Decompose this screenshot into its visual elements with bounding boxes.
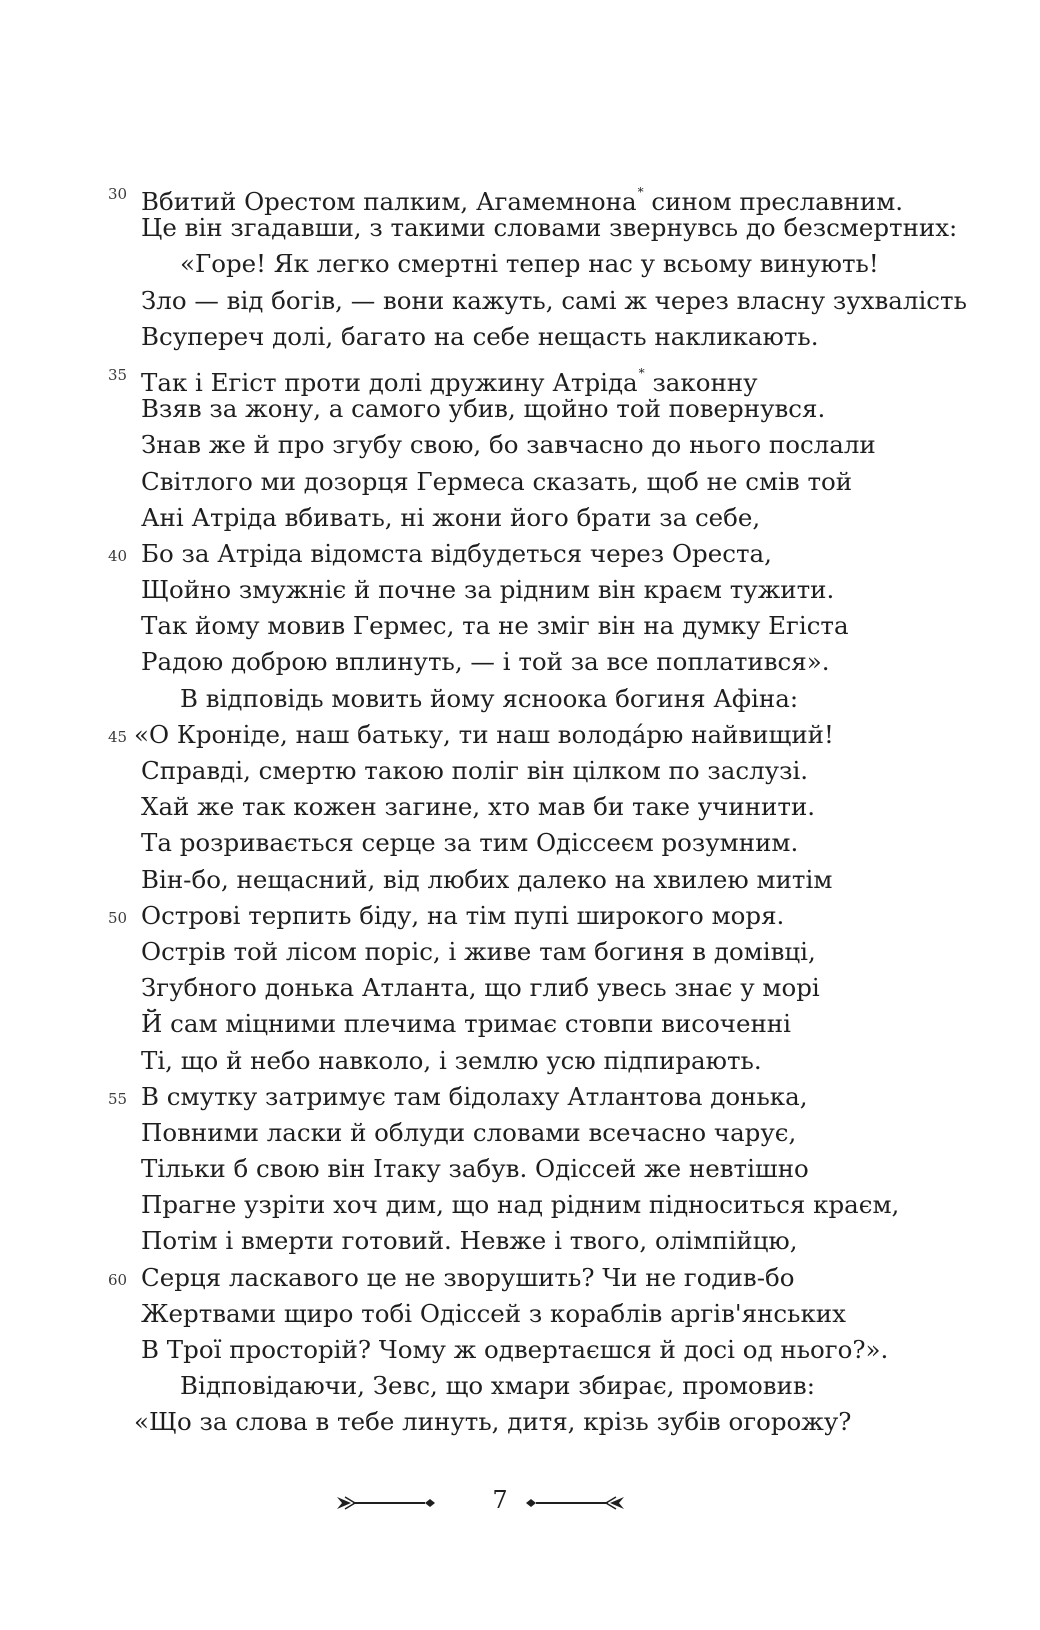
line-text-main: Взяв за жону, а самого убив, щойно той повернувся. xyxy=(141,394,826,424)
line-text-main: Вбитий Орестом палким, Агамемнона xyxy=(141,187,637,216)
line-text xyxy=(141,1151,809,1187)
line-text xyxy=(141,391,825,427)
line-text xyxy=(141,283,967,319)
verse-line xyxy=(0,789,1040,825)
line-text xyxy=(141,1296,846,1332)
line-text-main: Знав же й про згубу свою, бо завчасно до нього послали xyxy=(141,430,876,460)
line-text-main: В смутку затримує там бідолаху Атлантова донька, xyxy=(141,1081,808,1111)
line-text xyxy=(141,210,957,246)
line-text-main: Так і Егіст проти долі дружину Атріда xyxy=(141,367,638,397)
line-text xyxy=(141,753,808,789)
footnote-asterisk: * xyxy=(637,185,644,199)
verse-line xyxy=(0,1404,1040,1440)
verse-line xyxy=(0,1187,1040,1223)
line-text xyxy=(141,1079,808,1115)
line-text xyxy=(141,644,830,680)
poem-text xyxy=(0,174,1040,1441)
verse-line xyxy=(0,1368,1040,1404)
page-footer xyxy=(0,1482,1040,1522)
line-text xyxy=(180,681,798,717)
line-text-main: Бо за Атріда відомста відбудеться через Ореста, xyxy=(141,538,772,568)
page-number: 7 xyxy=(492,1486,508,1514)
line-text xyxy=(141,1223,798,1259)
line-text xyxy=(141,427,876,463)
verse-line xyxy=(0,1223,1040,1259)
line-text-main: Зло — від богів, — вони кажуть, самі ж через власну зухвалість xyxy=(141,285,967,315)
line-text-main: В відповідь мовить йому ясноока богиня Афіна: xyxy=(180,683,799,713)
verse-line xyxy=(0,391,1040,427)
line-text xyxy=(141,934,816,970)
line-text-main: Він-бо, нещасний, від любих далеко на хвилею митім xyxy=(141,864,833,894)
verse-line xyxy=(0,608,1040,644)
line-text-main: Ті, що й небо навколо, і землю усю підпирають. xyxy=(141,1045,762,1075)
line-text xyxy=(141,789,815,825)
line-text-main: Тільки б свою він Ітаку забув. Одіссей же невтішно xyxy=(141,1154,809,1184)
line-text xyxy=(134,1404,851,1440)
line-text-main: Так йому мовив Гермес, та не зміг він на думку Егіста xyxy=(141,611,849,641)
verse-line xyxy=(0,283,1040,319)
line-text xyxy=(141,319,819,355)
line-text-main: Справді, смертю такою поліг він цілком по заслузі. xyxy=(141,756,809,785)
line-text-main: Потім і вмерти готовий. Невже і твого, олімпійцю, xyxy=(141,1226,798,1256)
verse-line xyxy=(0,355,1040,397)
line-text xyxy=(141,1115,796,1151)
line-number: 55 xyxy=(108,1089,128,1108)
verse-line xyxy=(0,825,1040,861)
line-number: 40 xyxy=(108,546,128,565)
line-number: 35 xyxy=(108,365,128,384)
verse-line xyxy=(0,464,1040,500)
line-text-main: «Горе! Як легко смертні тепер нас у всьому винують! xyxy=(180,249,879,279)
line-text-main: Радою доброю вплинуть, — і той за все поплатився». xyxy=(141,647,830,677)
line-text xyxy=(141,1043,762,1079)
line-text xyxy=(141,1187,899,1223)
line-text-main: Прагне узріти хоч дим, що над рідним підноситься краєм, xyxy=(141,1190,900,1220)
line-text xyxy=(141,898,784,934)
verse-line xyxy=(0,753,1040,789)
line-text xyxy=(134,717,834,753)
line-text-main: Хай же так кожен загине, хто мав би таке учинити. xyxy=(141,792,816,822)
verse-line xyxy=(0,1043,1040,1079)
verse-line xyxy=(0,1115,1040,1151)
verse-line xyxy=(0,319,1040,355)
line-text xyxy=(141,536,772,572)
line-text xyxy=(180,246,879,282)
line-text-main: Це він згадавши, з такими словами звернувсь до безсмертних: xyxy=(141,213,958,243)
line-number: 30 xyxy=(108,185,128,203)
verse-line xyxy=(0,1079,1040,1115)
verse-line xyxy=(0,210,1040,246)
line-text-main: Серця ласкавого це не зворушить? Чи не годив-бо xyxy=(141,1262,795,1292)
verse-line xyxy=(0,644,1040,680)
verse-line xyxy=(0,717,1040,753)
line-text-main: Острові терпить біду, на тім пупі широкого моря. xyxy=(141,900,785,930)
verse-line xyxy=(0,572,1040,608)
line-text-main: Всупереч долі, багато на себе нещасть накликають. xyxy=(141,321,819,351)
verse-line xyxy=(0,1260,1040,1296)
line-text xyxy=(141,825,798,861)
verse-line xyxy=(0,1006,1040,1042)
line-text xyxy=(141,862,832,898)
verse-line xyxy=(0,174,1040,216)
verse-line xyxy=(0,536,1040,572)
arrow-ornament-right-icon xyxy=(524,1493,624,1513)
verse-line xyxy=(0,934,1040,970)
line-text-main: В Трої просторій? Чому ж одвертаєшся й досі од нього?». xyxy=(141,1335,889,1364)
line-text-main: Згубного донька Атланта, що глиб увесь знає у морі xyxy=(141,973,820,1003)
line-text-main: «Що за слова в тебе линуть, дитя, крізь зубів огорожу? xyxy=(134,1407,852,1437)
line-text-main: «О Кроніде, наш батьку, ти наш володáрю найвищий! xyxy=(134,719,834,749)
verse-line xyxy=(0,1296,1040,1332)
line-text-main: Повними ласки й облуди словами всечасно чарує, xyxy=(141,1117,797,1147)
verse-line xyxy=(0,500,1040,536)
line-text-main: Світлого ми дозорця Гермеса сказать, щоб не смів той xyxy=(141,466,853,496)
line-text-continued: сином преславним. xyxy=(643,187,904,216)
arrow-ornament-left-icon xyxy=(337,1493,437,1513)
line-text-main: Щойно змужніє й почне за рідним він краєм тужити. xyxy=(141,575,835,605)
line-number: 45 xyxy=(108,727,128,746)
verse-line xyxy=(0,970,1040,1006)
line-text xyxy=(141,970,820,1006)
verse-line xyxy=(0,862,1040,898)
line-number: 60 xyxy=(108,1270,128,1289)
verse-line xyxy=(0,1332,1040,1368)
verse-line xyxy=(0,681,1040,717)
line-text-main: Ані Атріда вбивать, ні жони його брати за себе, xyxy=(141,502,761,532)
verse-line xyxy=(0,1151,1040,1187)
line-text xyxy=(141,572,834,608)
line-text-main: Й сам міцними плечима тримає стовпи височенні xyxy=(141,1009,791,1039)
line-text-main: Острів той лісом поріс, і живе там богиня в домівці, xyxy=(141,936,816,966)
line-text-main: Та розривається серце за тим Одіссеєм розумним. xyxy=(141,828,799,858)
line-text xyxy=(141,1006,791,1042)
line-text xyxy=(141,500,760,536)
verse-line xyxy=(0,898,1040,934)
line-text xyxy=(141,1332,888,1368)
verse-line xyxy=(0,427,1040,463)
line-text-main: Відповідаючи, Зевс, що хмари збирає, промовив: xyxy=(180,1371,815,1401)
line-number: 50 xyxy=(108,908,128,927)
verse-line xyxy=(0,246,1040,282)
line-text xyxy=(141,464,852,500)
line-text xyxy=(141,608,849,644)
footnote-asterisk: * xyxy=(638,365,645,380)
line-text xyxy=(141,1260,795,1296)
line-text-continued: законну xyxy=(644,367,758,397)
line-text xyxy=(180,1368,815,1404)
line-text-main: Жертвами щиро тобі Одіссей з кораблів аргів'янських xyxy=(141,1298,846,1328)
